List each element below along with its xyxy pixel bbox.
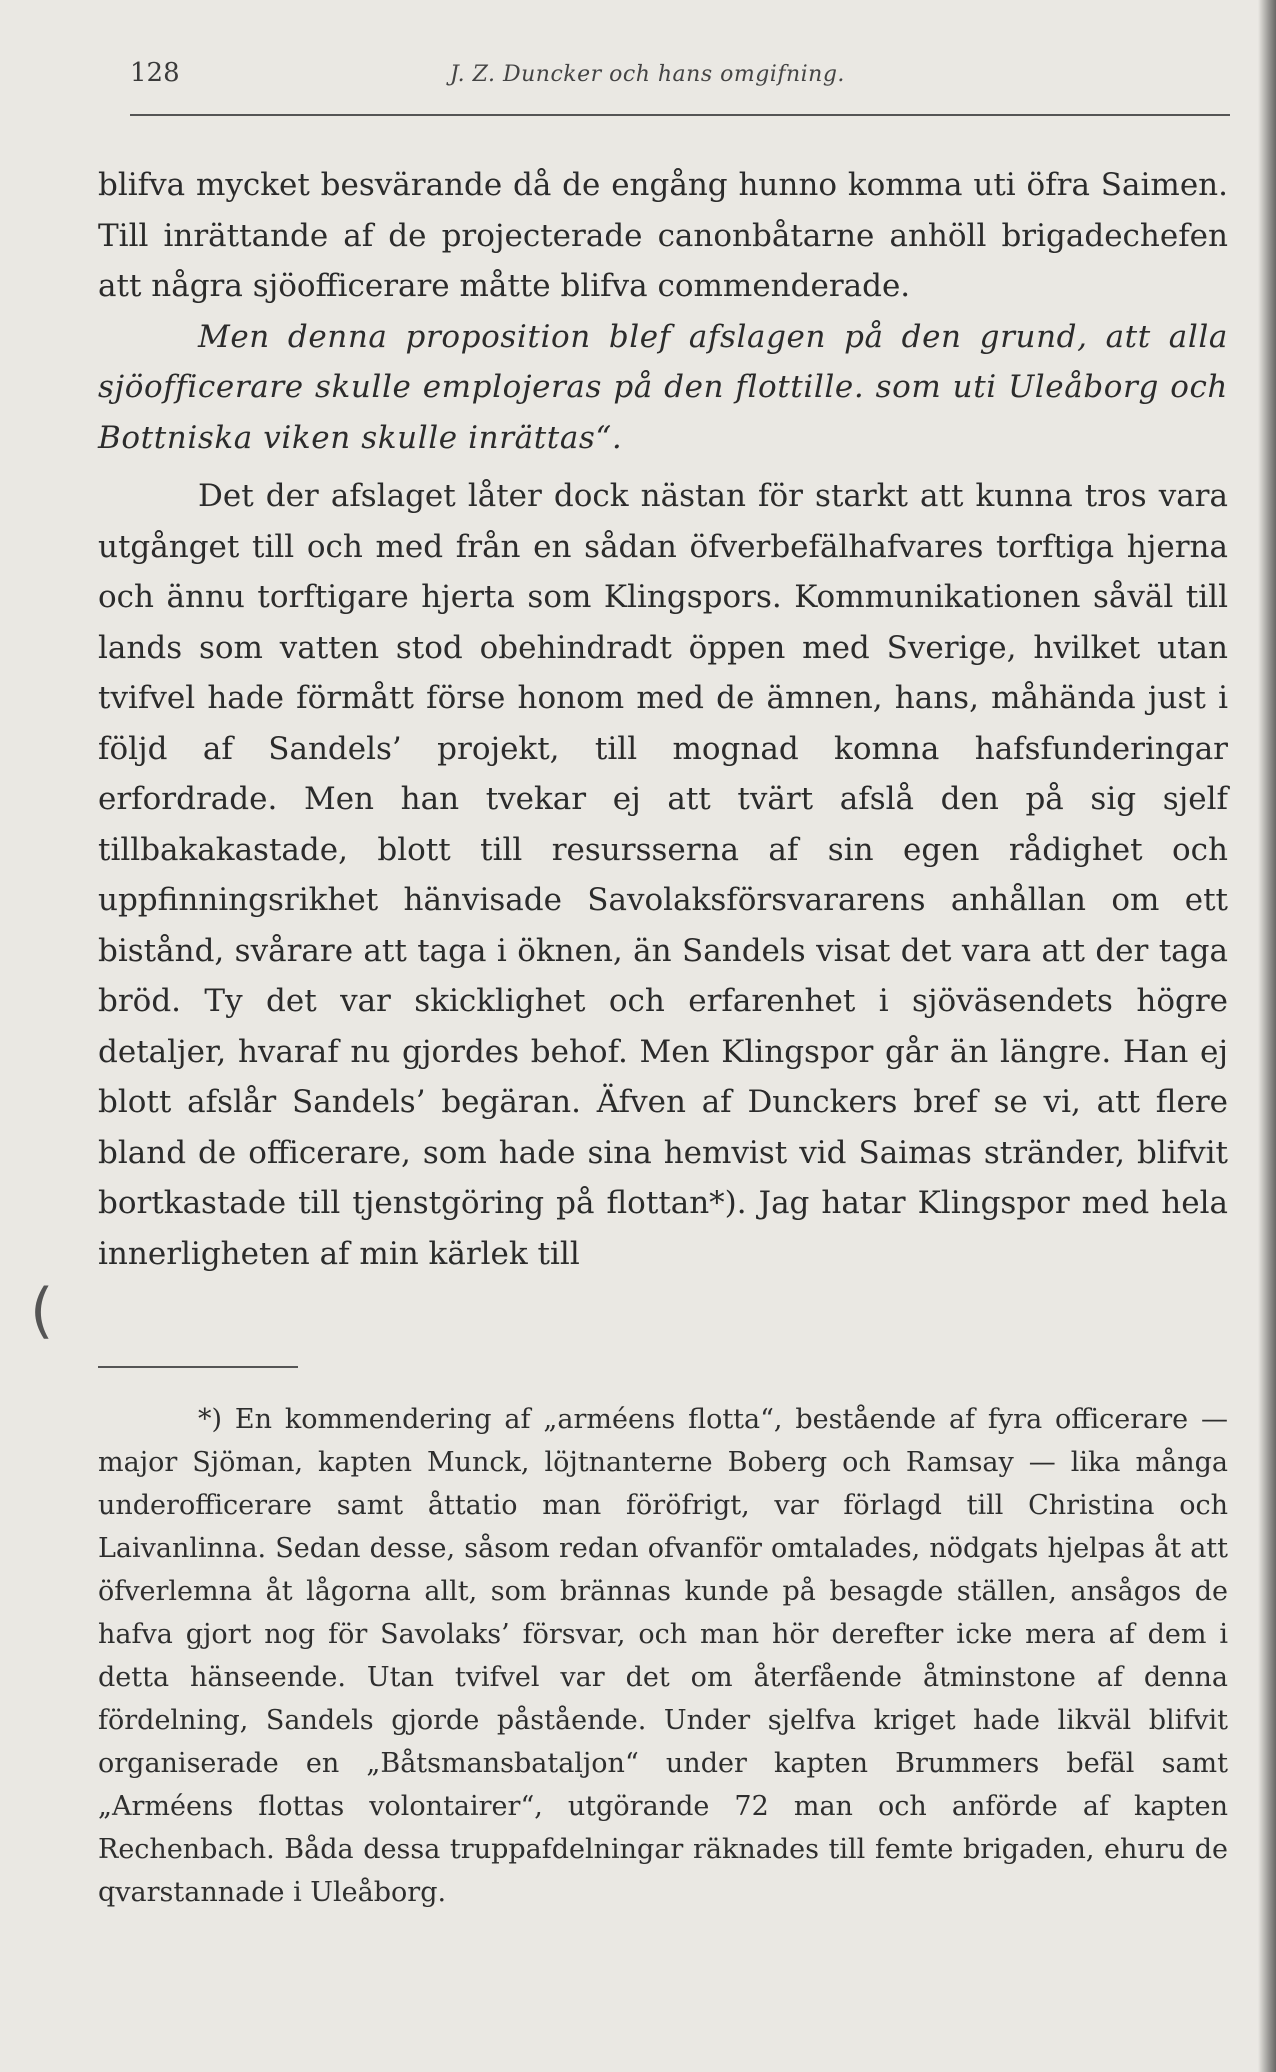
running-head: J. Z. Duncker och hans omgifning. [450, 62, 845, 87]
page-gutter-shadow [1258, 0, 1276, 2072]
paragraph-1: blifva mycket besvärande då de engång hunno komma uti öfra Saimen. Till inrättande af de projecterade canonbåtarne anhöll brigadechefen att några sjöofficerare måtte blifva commenderade. [98, 167, 1228, 304]
main-text [98, 160, 1228, 1279]
margin-mark: ( [30, 1276, 54, 1346]
page-header [90, 54, 1230, 94]
footnote-text: *) En kommendering af „arméens flotta“, bestående af fyra officerare — major Sjöman, kapten Munck, löjtnanterne Boberg och Ramsay — lika många underofficerare samt åttatio man föröfrigt, var förlagd till Christina och Laivanlinna. Sedan desse, såsom redan ofvanför omtalades, nödgats hjelpas åt att öfverlemna åt lågorna allt, som brännas kunde på besagde ställen, ansågos de hafva gjort nog för Savolaks’ försvar, och man hör derefter icke mera af dem i detta hänseende. Utan tvifvel var det om återfående åtminstone af denna fördelning, Sandels gjorde påstående. Under sjelfva kriget hade likväl blifvit organiserade en „Båtsmansbataljon“ under kapten Brummers befäl samt „Arméens flottas volontairer“, utgörande 72 man och anförde af kapten Rechenbach. Båda dessa truppafdelningar räknades till femte brigaden, ehuru de qvarstannade i Uleåborg. [98, 1404, 1228, 1908]
header-rule [130, 114, 1230, 116]
paragraph-3: Det der afslaget låter dock nästan för starkt att kunna tros vara utgånget till och med från en sådan öfverbefälhafvares torftiga hjerna och ännu torftigare hjerta som Klingspors. Kommunikationen såväl till lands som vatten stod obehindradt öppen med Sverige, hvilket utan tvifvel hade förmått förse honom med de ämnen, hans, måhända just i följd af Sandels’ projekt, till mognad komna hafsfunderingar erfordrade. Men han tvekar ej att tvärt afslå den på sig sjelf tillbakakastade, blott till resursserna af sin egen rådighet och uppfinningsrikhet hänvisade Savolaksförsvararens anhållan om ett bistånd, svårare att taga i öknen, än Sandels visat det vara att der taga bröd. Ty det var skicklighet och erfarenhet i sjöväsendets högre detaljer, hvaraf nu gjordes behof. Men Klingspor går än längre. Han ej blott afslår Sandels’ begäran. Äfven af Dunckers bref se vi, att flere bland de officerare, som hade sina hemvist vid Saimas stränder, blifvit bortkastade till tjenstgöring på flottan*). Jag hatar Klingspor med hela innerligheten af min kärlek till [98, 478, 1228, 1272]
page-number: 128 [130, 58, 180, 88]
footnote-block [98, 1398, 1228, 1914]
paragraph-2-quote: Men denna proposition blef afslagen på den grund, att alla sjöofficerare skulle emplojeras på den flottille. som uti Uleåborg och Bottniska viken skulle inrättas“. [98, 318, 1228, 456]
footnote-rule [98, 1366, 298, 1368]
